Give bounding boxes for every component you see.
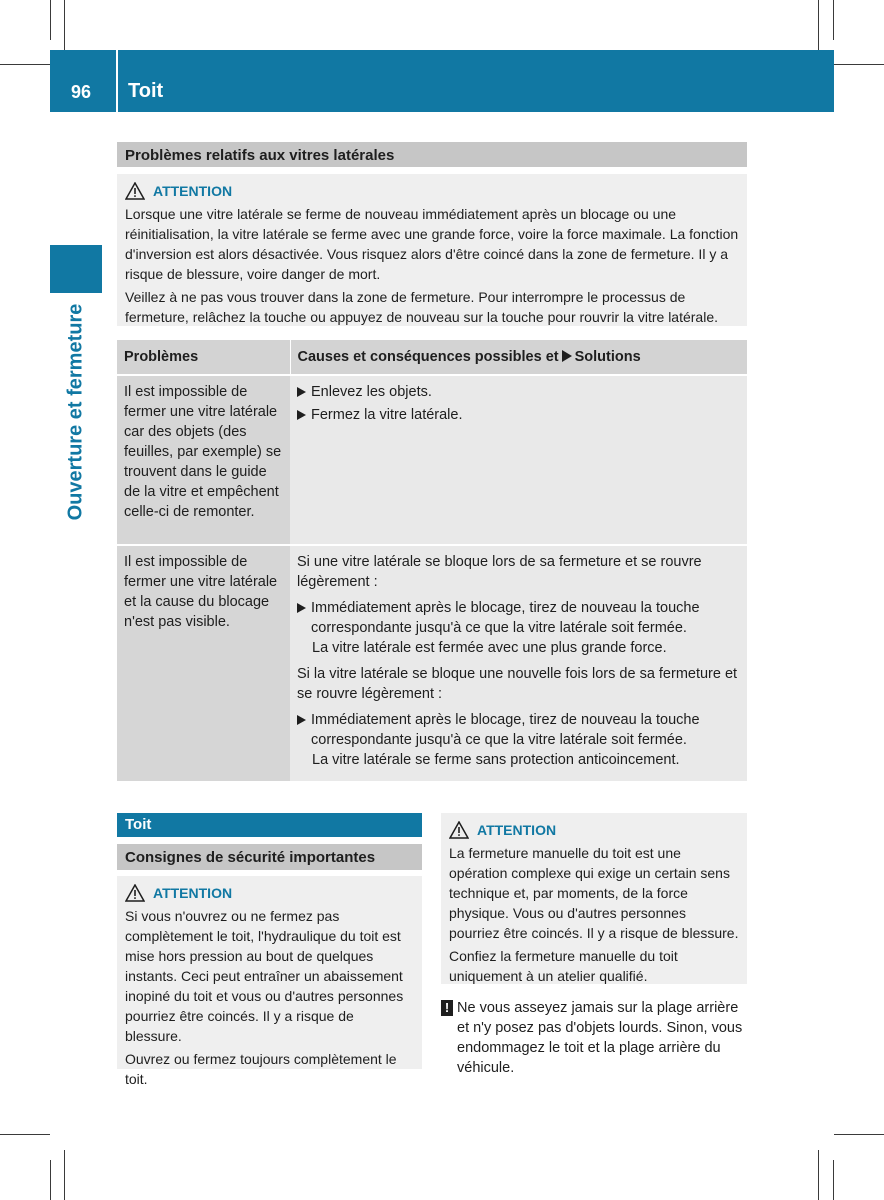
section-title-roof: Toit [117, 813, 422, 837]
crop-mark [0, 64, 50, 65]
problem-cell: Il est impossible de fermer une vitre latérale car des objets (des feuilles, par exemple) se trouvent dans le guide de la vitre et empêchent celle-ci de remonter. [117, 375, 290, 545]
crop-mark [818, 1150, 819, 1200]
triangle-bullet-icon [297, 715, 306, 725]
warning-triangle-icon [125, 182, 145, 200]
warning-paragraph: Si vous n'ouvrez ou ne fermez pas complètement le toit, l'hydraulique du toit est mise hors pression au bout de quelques instants. Ceci peut entraîner un abaissement inopiné du toit et vous ou d'autres personnes pourriez être coincés. Il y a risque de blessure. [125, 908, 404, 1044]
note-text: Ne vous asseyez jamais sur la plage arrière et n'y posez pas d'objets lourds. Sinon, vous endommagez le toit et la plage arrière du véhicule. [457, 1000, 743, 1076]
step-text: Immédiatement après le blocage, tirez de nouveau la touche correspondante jusqu'à ce que la vitre latérale soit fermée. [311, 600, 700, 636]
warning-box-roof [117, 876, 422, 1087]
troubleshooting-table [117, 340, 747, 781]
warning-heading [449, 819, 739, 841]
table-row [117, 545, 747, 781]
warning-triangle-icon [449, 821, 469, 839]
solution-intro: Si la vitre latérale se bloque une nouvelle fois lors de sa fermeture et se rouvre légèrement : [297, 666, 738, 702]
crop-mark [834, 64, 884, 65]
crop-mark [833, 1160, 834, 1200]
solution-cell [290, 375, 747, 545]
header-divider [116, 50, 118, 112]
crop-mark [64, 0, 65, 50]
crop-mark [50, 1160, 51, 1200]
action-step [297, 710, 740, 750]
table-header-row [117, 340, 747, 375]
solution-intro: Si une vitre latérale se bloque lors de sa fermeture et se rouvre légèrement : [297, 554, 702, 590]
page-header [50, 50, 834, 112]
crop-mark [818, 0, 819, 50]
warning-heading [125, 180, 739, 202]
warning-box-side-windows [117, 174, 747, 326]
warning-paragraph: Lorsque une vitre latérale se ferme de nouveau immédiatement après un blocage ou une réinitialisation, la vitre latérale se ferme avec une grande force, voire la force maximale. La fonction d'inversion est alors désactivée. Vous risquez alors d'être coincé dans la zone de fermeture. Il y a risque de blessure, voire danger de mort. [125, 206, 739, 282]
triangle-bullet-icon [562, 350, 572, 362]
column-header-solutions [290, 340, 747, 375]
column-header-text: Causes et conséquences possibles et [297, 349, 559, 365]
crop-mark [834, 1134, 884, 1135]
crop-mark [50, 0, 51, 40]
warning-label: ATTENTION [153, 885, 233, 901]
page-title: Toit [128, 80, 164, 102]
step-result: La vitre latérale est fermée avec une plus grande force. [312, 640, 667, 656]
problem-cell: Il est impossible de fermer une vitre latérale et la cause du blocage n'est pas visible. [117, 545, 290, 781]
warning-label: ATTENTION [477, 822, 557, 838]
warning-paragraph: La fermeture manuelle du toit est une opération complexe qui exige un certain sens technique et, par moments, de la force physique. Vous ou d'autres personnes pourriez être coincés. Il y a risque de blessure. [449, 845, 739, 941]
column-header-problems: Problèmes [117, 340, 290, 375]
warning-paragraph: Confiez la fermeture manuelle du toit uniquement à un atelier qualifié. [449, 948, 678, 984]
triangle-bullet-icon [297, 410, 306, 420]
action-step [297, 382, 740, 402]
step-text: Fermez la vitre latérale. [311, 407, 463, 423]
exclamation-icon: ! [441, 1000, 453, 1016]
step-text: Immédiatement après le blocage, tirez de nouveau la touche correspondante jusqu'à ce que la vitre latérale soit fermée. [311, 712, 700, 748]
warning-label: ATTENTION [153, 183, 233, 199]
action-step [297, 405, 740, 425]
page-number: 96 [70, 82, 92, 102]
triangle-bullet-icon [297, 387, 306, 397]
column-header-text: Solutions [574, 349, 641, 365]
triangle-bullet-icon [297, 603, 306, 613]
crop-mark [64, 1150, 65, 1200]
crop-mark [833, 0, 834, 40]
step-text: Enlevez les objets. [311, 384, 432, 400]
action-step [297, 598, 740, 638]
table-row [117, 375, 747, 545]
chapter-label: Ouverture et fermeture [64, 303, 87, 521]
warning-box-manual-closing [441, 813, 747, 984]
subsection-title-safety: Consignes de sécurité importantes [117, 844, 422, 870]
warning-triangle-icon [125, 884, 145, 902]
section-title-side-windows: Problèmes relatifs aux vitres latérales [117, 142, 747, 167]
warning-paragraph: Ouvrez ou fermez toujours complètement le toit. [125, 1051, 397, 1087]
chapter-thumb-tab [50, 245, 102, 293]
warning-paragraph: Veillez à ne pas vous trouver dans la zone de fermeture. Pour interrompre le processus de fermeture, relâchez la touche ou appuyez de nouveau sur la touche pour rouvrir la vitre latérale. [125, 289, 719, 325]
step-result: La vitre latérale se ferme sans protection anticoincement. [312, 752, 680, 768]
warning-heading [125, 882, 414, 904]
solution-cell [290, 545, 747, 781]
crop-mark [0, 1134, 50, 1135]
damage-note [441, 998, 749, 1078]
